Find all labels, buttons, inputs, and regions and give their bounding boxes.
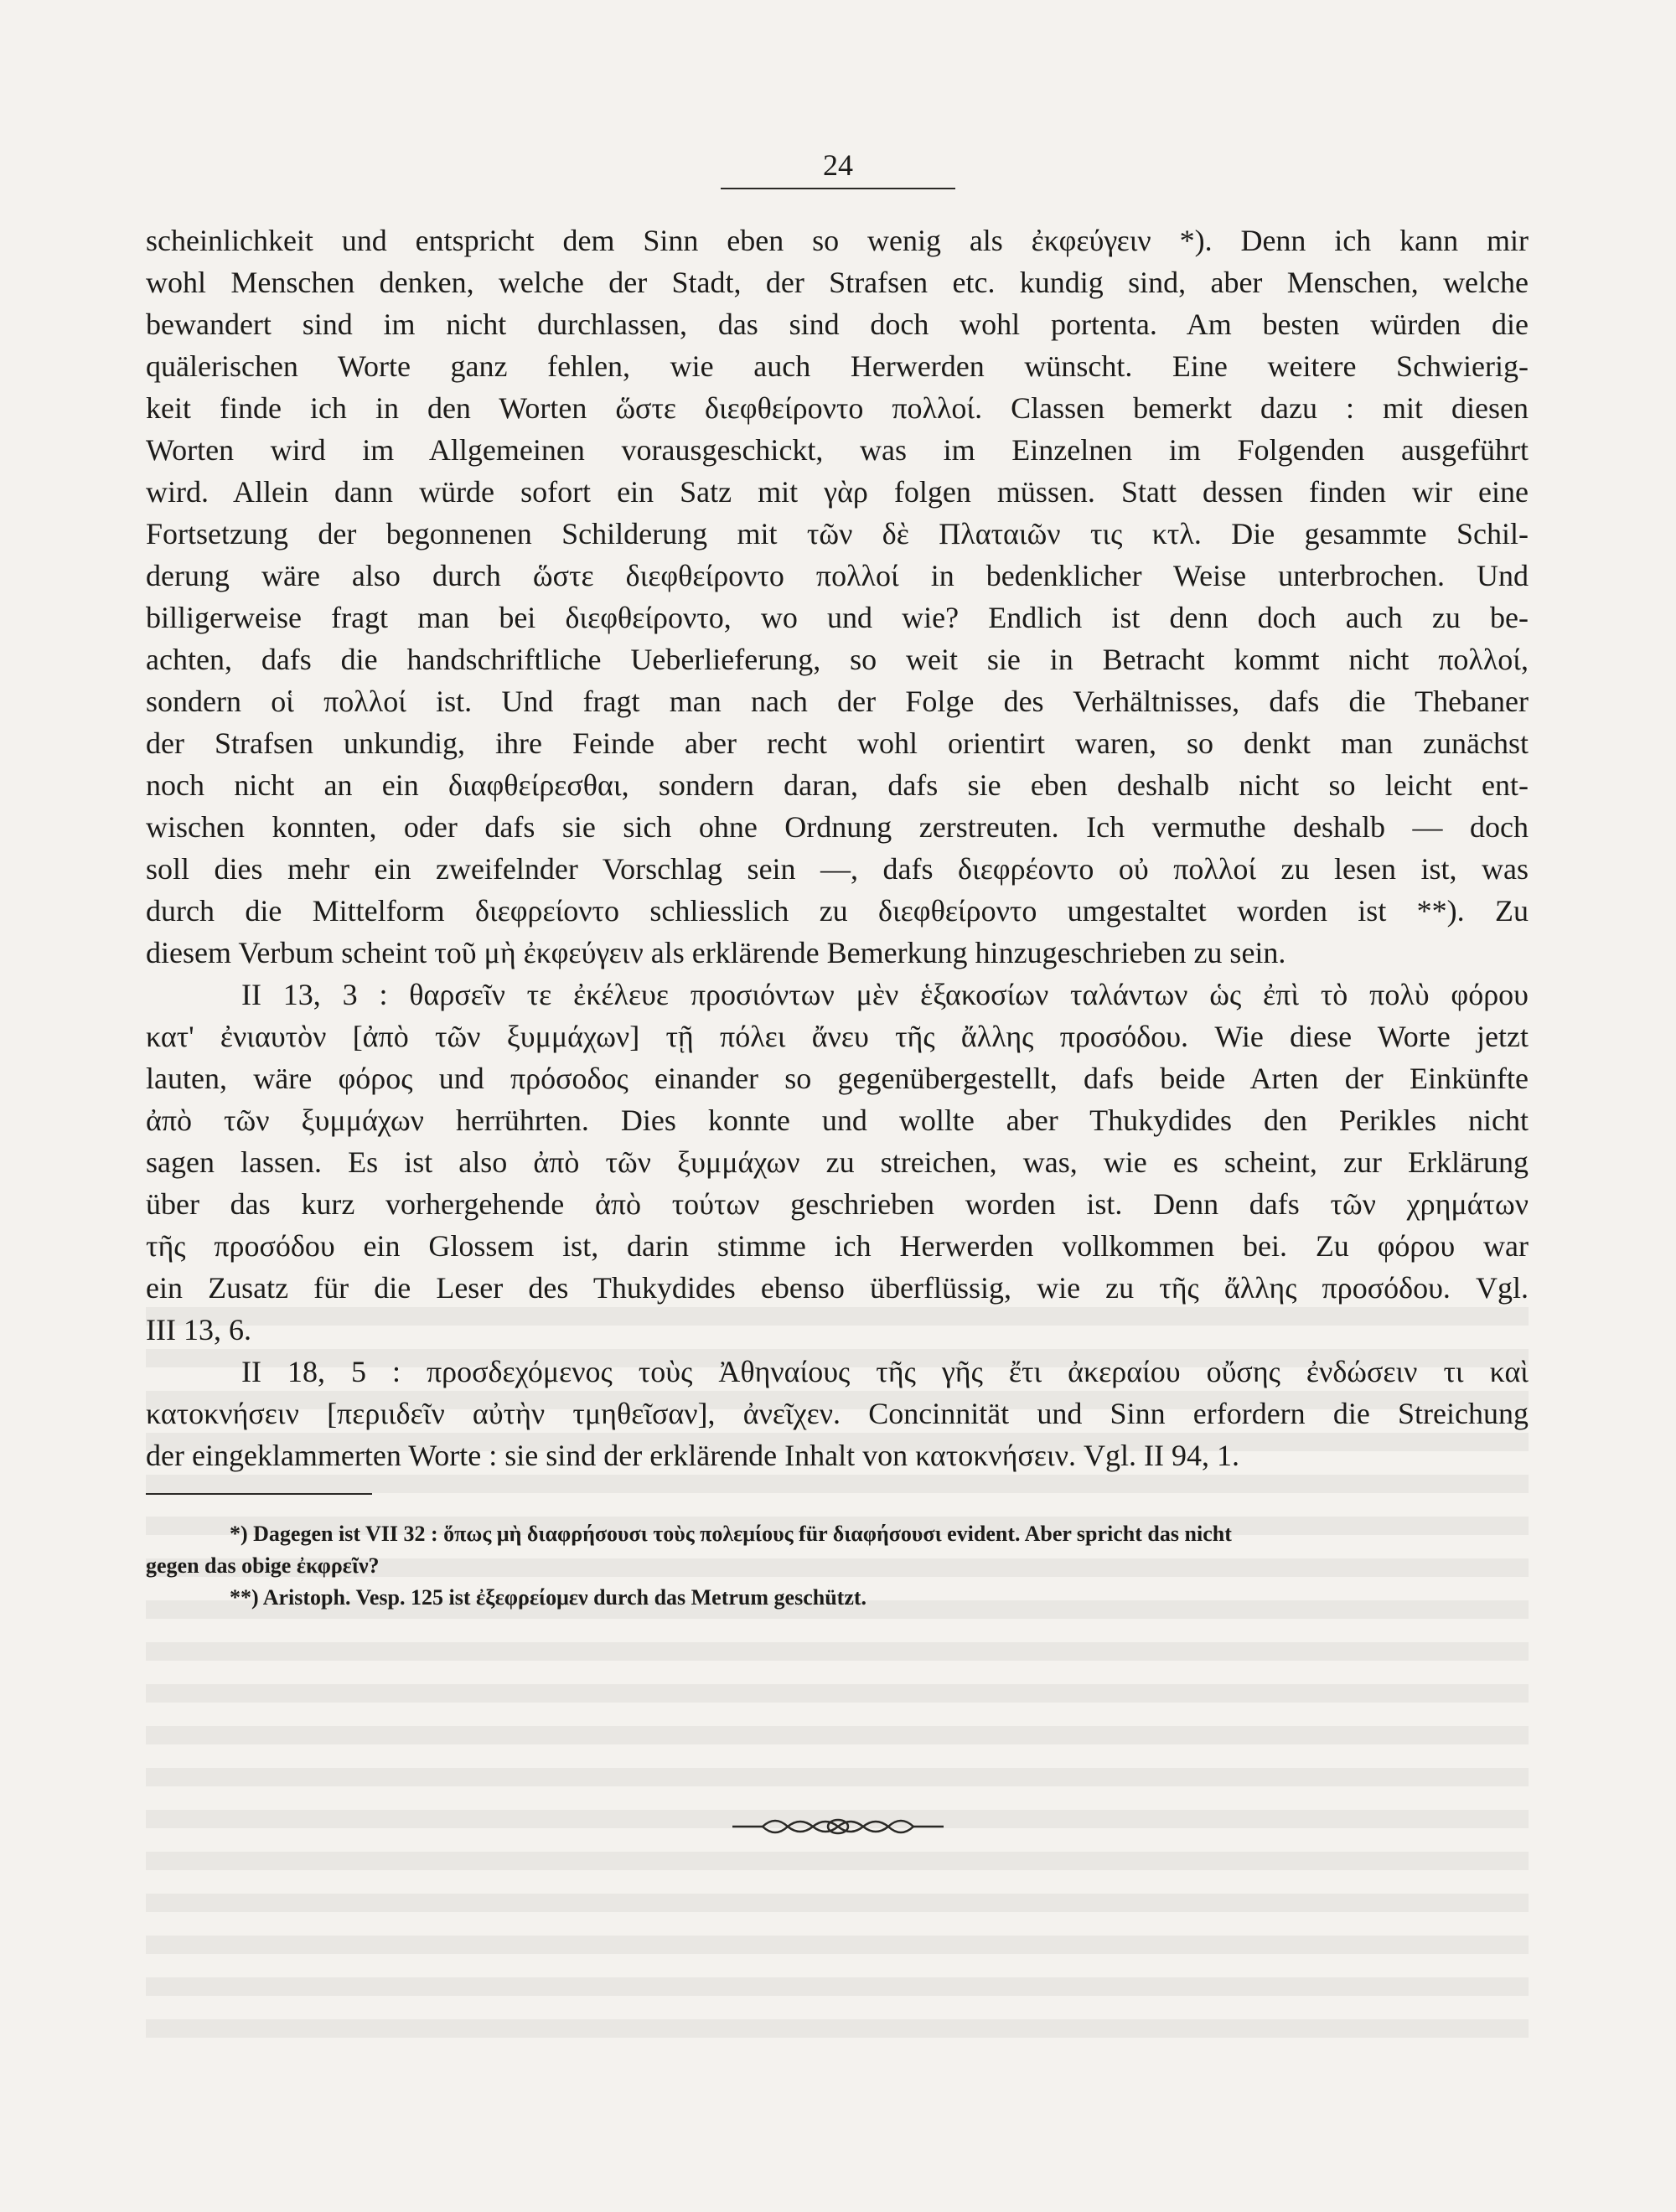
body-line: über das kurz vorhergehende ἀπὸ τούτων geschrieben worden ist. Denn dafs τῶν χρημάτων (146, 1187, 1529, 1221)
footnote-rule (146, 1493, 372, 1495)
body-line: τῆς προσόδου ein Glossem ist, darin stimme ich Herwerden vollkommen bei. Zu φόρου war (146, 1229, 1529, 1263)
body-line: soll dies mehr ein zweifelnder Vorschlag sein —, dafs διεφρέοντο οὐ πολλοί zu lesen ist, was (146, 852, 1529, 886)
body-line: der Strafsen unkundig, ihre Feinde aber recht wohl orientirt waren, so denkt man zunächst (146, 726, 1529, 760)
body-line: II 18, 5 : προσδεχόμενος τοὺς Ἀθηναίους τῆς γῆς ἔτι ἀκεραίου οὔσης ἐνδώσειν τι καὶ (241, 1355, 1529, 1388)
body-line: κατ' ἐνιαυτὸν [ἀπὸ τῶν ξυμμάχων] τῇ πόλει ἄνευ τῆς ἄλλης προσόδου. Wie diese Worte jetzt (146, 1020, 1529, 1053)
body-line: ein Zusatz für die Leser des Thukydides ebenso überflüssig, wie zu τῆς ἄλλης προσόδου. Vgl. (146, 1271, 1529, 1305)
body-line: derung wäre also durch ὥστε διεφθείροντο πολλοί in bedenklicher Weise unterbrochen. Und (146, 559, 1529, 592)
body-line: II 13, 3 : θαρσεῖν τε ἐκέλευε προσιόντων μὲν ἑξακοσίων ταλάντων ὡς ἐπὶ τὸ πολὺ φόρου (241, 978, 1529, 1011)
body-line: wird. Allein dann würde sofort ein Satz mit γὰρ folgen müssen. Statt dessen finden wir eine (146, 475, 1529, 509)
body-line: lauten, wäre φόρος und πρόσοδος einander so gegenübergestellt, dafs beide Arten der Einkünfte (146, 1062, 1529, 1095)
scroll-ornament-icon (729, 1810, 947, 1843)
body-line: diesem Verbum scheint τοῦ μὴ ἐκφεύγειν als erklärende Bemerkung hinzugeschrieben zu sein. (146, 936, 1286, 969)
body-line: quälerischen Worte ganz fehlen, wie auch Herwerden wünscht. Eine weitere Schwierig- (146, 349, 1529, 383)
body-line: bewandert sind im nicht durchlassen, das sind doch wohl portenta. Am besten würden die (146, 308, 1529, 341)
body-line: billigerweise fragt man bei διεφθείροντο, wo und wie? Endlich ist denn doch auch zu be- (146, 601, 1529, 634)
body-line: sagen lassen. Es ist also ἀπὸ τῶν ξυμμάχων zu streichen, was, wie es scheint, zur Erklärung (146, 1145, 1529, 1179)
body-line: der eingeklammerten Worte : sie sind der erklärende Inhalt von κατοκνήσειν. Vgl. II 94, 1. (146, 1439, 1239, 1472)
body-line: κατοκνήσειν [περιιδεῖν αὐτὴν τμηθεῖσαν], ἀνεῖχεν. Concinnität und Sinn erfordern die Streichung (146, 1397, 1529, 1430)
body-line: ἀπὸ τῶν ξυμμάχων herrührten. Dies konnte und wollte aber Thukydides den Perikles nicht (146, 1103, 1529, 1137)
body-line: scheinlichkeit und entspricht dem Sinn eben so wenig als ἐκφεύγειν *). Denn ich kann mir (146, 224, 1529, 257)
body-line: III 13, 6. (146, 1313, 251, 1346)
header-rule (721, 188, 955, 189)
body-text (146, 220, 1529, 1476)
body-line: achten, dafs die handschriftliche Ueberlieferung, so weit sie in Betracht kommt nicht πολλοί, (146, 643, 1529, 676)
footnote-line: gegen das obige ἐκφρεῖν? (146, 1553, 380, 1578)
body-line: Fortsetzung der begonnenen Schilderung mit τῶν δὲ Πλαταιῶν τις κτλ. Die gesammte Schil- (146, 517, 1529, 550)
footnote-line: *) Dagegen ist VII 32 : ὅπως μὴ διαφρήσουσι τοὺς πολεμίους für διαφήσουσι evident. Aber spricht das nicht (230, 1522, 1232, 1546)
page-number: 24 (823, 148, 853, 182)
body-line: wischen konnten, oder dafs sie sich ohne Ordnung zerstreuten. Ich vermuthe deshalb — doch (146, 810, 1529, 844)
body-line: noch nicht an ein διαφθείρεσθαι, sondern daran, dafs sie eben deshalb nicht so leicht ent- (146, 768, 1529, 802)
footnote-line: **) Aristoph. Vesp. 125 ist ἐξεφρείομεν durch das Metrum geschützt. (230, 1585, 867, 1610)
footnotes (146, 1518, 1529, 1614)
body-line: wohl Menschen denken, welche der Stadt, der Strafsen etc. kundig sind, aber Menschen, welche (146, 266, 1529, 299)
body-line: sondern οἱ πολλοί ist. Und fragt man nach der Folge des Verhältnisses, dafs die Thebaner (146, 685, 1529, 718)
body-line: durch die Mittelform διεφρείοντο schliesslich zu διεφθείροντο umgestaltet worden ist **). Zu (146, 894, 1529, 928)
body-line: keit finde ich in den Worten ὥστε διεφθείροντο πολλοί. Classen bemerkt dazu : mit diesen (146, 391, 1529, 425)
body-line: Worten wird im Allgemeinen vorausgeschickt, was im Einzelnen im Folgenden ausgeführt (146, 433, 1529, 467)
